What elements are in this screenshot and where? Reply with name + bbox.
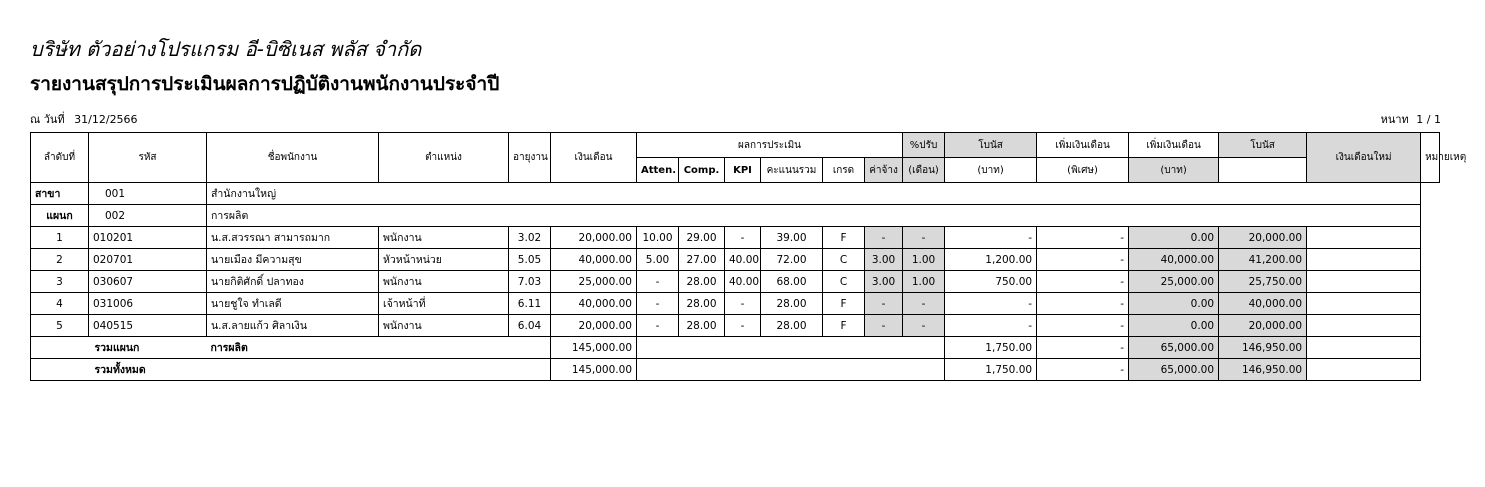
cell-salary: 25,000.00 <box>551 271 637 293</box>
col-name: ชื่อพนักงาน <box>207 133 379 183</box>
cell-bonus-baht: 0.00 <box>1129 293 1219 315</box>
cell-atten: - <box>637 271 679 293</box>
header-row-1 <box>31 133 1440 158</box>
cell-total: 72.00 <box>761 249 823 271</box>
grand-total-label: รวมทั้งหมด <box>89 359 551 381</box>
cell-tenure: 5.05 <box>509 249 551 271</box>
col-bonus-baht-sub: (บาท) <box>1129 158 1219 183</box>
cell-adjust-pct: 3.00 <box>865 271 903 293</box>
table-row <box>31 315 1440 337</box>
col-code: รหัส <box>89 133 207 183</box>
col-new-salary: เงินเดือนใหม่ <box>1307 133 1421 183</box>
cell-raise: 1,200.00 <box>945 249 1037 271</box>
col-bonus-months-sub: (เดือน) <box>903 158 945 183</box>
col-raise: เพิ่มเงินเดือน <box>1037 133 1129 158</box>
cell-seq: 2 <box>31 249 89 271</box>
cell-new-salary: 41,200.00 <box>1219 249 1307 271</box>
table-row <box>31 227 1440 249</box>
col-comp: Comp. <box>679 158 725 183</box>
cell-position: พนักงาน <box>379 271 509 293</box>
grand-total-special: - <box>1037 359 1129 381</box>
cell-seq: 1 <box>31 227 89 249</box>
table-row <box>31 271 1440 293</box>
cell-bonus-baht: 0.00 <box>1129 227 1219 249</box>
cell-bonus-months: - <box>903 293 945 315</box>
grand-total-remark <box>1307 359 1421 381</box>
col-seq: ลำดับที่ <box>31 133 89 183</box>
cell-adjust-pct: 3.00 <box>865 249 903 271</box>
branch-code: 001 <box>89 183 207 205</box>
cell-kpi: - <box>725 227 761 249</box>
cell-comp: 28.00 <box>679 315 725 337</box>
cell-salary: 40,000.00 <box>551 293 637 315</box>
dept-total-special: - <box>1037 337 1129 359</box>
col-special-raise-sub: (พิเศษ) <box>1037 158 1129 183</box>
cell-comp: 27.00 <box>679 249 725 271</box>
cell-special-raise: - <box>1037 315 1129 337</box>
cell-code: 040515 <box>89 315 207 337</box>
cell-remark <box>1307 293 1421 315</box>
cell-new-salary: 20,000.00 <box>1219 227 1307 249</box>
cell-grade: C <box>823 271 865 293</box>
cell-name: นายกิติศักดิ์ ปลาทอง <box>207 271 379 293</box>
cell-total: 28.00 <box>761 293 823 315</box>
cell-total: 28.00 <box>761 315 823 337</box>
cell-remark <box>1307 227 1421 249</box>
cell-remark <box>1307 315 1421 337</box>
col-remark: หมายเหตุ <box>1421 133 1440 183</box>
as-of-label: ณ วันที่ <box>30 113 65 126</box>
branch-name: สำนักงานใหญ่ <box>207 183 1421 205</box>
col-tenure: อายุงาน <box>509 133 551 183</box>
dept-total-remark <box>1307 337 1421 359</box>
col-adjust-pct-sub: ค่าจ้าง <box>865 158 903 183</box>
page-label: หนาท <box>1380 113 1409 126</box>
cell-new-salary: 25,750.00 <box>1219 271 1307 293</box>
cell-remark <box>1307 271 1421 293</box>
cell-atten: 5.00 <box>637 249 679 271</box>
cell-comp: 28.00 <box>679 293 725 315</box>
grand-total-bonus: 65,000.00 <box>1129 359 1219 381</box>
cell-raise: - <box>945 293 1037 315</box>
cell-bonus-months: 1.00 <box>903 271 945 293</box>
col-salary: เงินเดือน <box>551 133 637 183</box>
cell-code: 020701 <box>89 249 207 271</box>
cell-comp: 29.00 <box>679 227 725 249</box>
col-kpi: KPI <box>725 158 761 183</box>
company-name: บริษัท ตัวอย่างโปรแกรม อี-บิซิเนส พลัส จำกัด <box>30 37 422 61</box>
cell-adjust-pct: - <box>865 293 903 315</box>
col-bonus-baht: โบนัส <box>1219 133 1307 158</box>
grand-total-salary: 145,000.00 <box>551 359 637 381</box>
col-adjust-pct: %ปรับ <box>903 133 945 158</box>
cell-grade: F <box>823 315 865 337</box>
report-title: รายงานสรุปการประเมินผลการปฏิบัติงานพนักงานประจำปี <box>30 73 500 95</box>
cell-bonus-baht: 25,000.00 <box>1129 271 1219 293</box>
cell-seq: 4 <box>31 293 89 315</box>
cell-salary: 20,000.00 <box>551 315 637 337</box>
cell-raise: 750.00 <box>945 271 1037 293</box>
cell-seq: 5 <box>31 315 89 337</box>
cell-kpi: 40.00 <box>725 271 761 293</box>
cell-bonus-baht: 0.00 <box>1129 315 1219 337</box>
cell-adjust-pct: - <box>865 227 903 249</box>
page-value: 1 / 1 <box>1416 113 1441 126</box>
department-total-row <box>31 337 1440 359</box>
cell-special-raise: - <box>1037 227 1129 249</box>
cell-special-raise: - <box>1037 249 1129 271</box>
cell-atten: 10.00 <box>637 227 679 249</box>
cell-position: พนักงาน <box>379 315 509 337</box>
col-position: ตำแหน่ง <box>379 133 509 183</box>
branch-row <box>31 183 1440 205</box>
cell-remark <box>1307 249 1421 271</box>
cell-position: เจ้าหน้าที่ <box>379 293 509 315</box>
cell-bonus-months: 1.00 <box>903 249 945 271</box>
cell-grade: C <box>823 249 865 271</box>
dept-total-salary: 145,000.00 <box>551 337 637 359</box>
cell-comp: 28.00 <box>679 271 725 293</box>
table-row <box>31 249 1440 271</box>
cell-atten: - <box>637 315 679 337</box>
as-of-date <box>30 110 144 128</box>
cell-tenure: 7.03 <box>509 271 551 293</box>
col-bonus-months: โบนัส <box>945 133 1037 158</box>
cell-new-salary: 20,000.00 <box>1219 315 1307 337</box>
grand-total-row <box>31 359 1440 381</box>
cell-kpi: 40.00 <box>725 249 761 271</box>
branch-label: สาขา <box>31 183 89 205</box>
col-raise-sub: (บาท) <box>945 158 1037 183</box>
col-grade: เกรด <box>823 158 865 183</box>
cell-code: 031006 <box>89 293 207 315</box>
cell-raise: - <box>945 315 1037 337</box>
department-label: แผนก <box>31 205 89 227</box>
grand-total-eval-blank <box>637 359 945 381</box>
cell-tenure: 6.04 <box>509 315 551 337</box>
cell-grade: F <box>823 293 865 315</box>
cell-name: น.ส.ลายแก้ว ศิลาเงิน <box>207 315 379 337</box>
cell-code: 030607 <box>89 271 207 293</box>
dept-total-new-salary: 146,950.00 <box>1219 337 1307 359</box>
grand-total-raise: 1,750.00 <box>945 359 1037 381</box>
cell-name: น.ส.สวรรณา สามารถมาก <box>207 227 379 249</box>
department-row <box>31 205 1440 227</box>
col-special-raise: เพิ่มเงินเดือน <box>1129 133 1219 158</box>
cell-tenure: 3.02 <box>509 227 551 249</box>
cell-name: นายเมือง มีความสุข <box>207 249 379 271</box>
dept-total-raise: 1,750.00 <box>945 337 1037 359</box>
dept-total-eval-blank <box>637 337 945 359</box>
cell-bonus-baht: 40,000.00 <box>1129 249 1219 271</box>
cell-adjust-pct: - <box>865 315 903 337</box>
cell-total: 68.00 <box>761 271 823 293</box>
department-code: 002 <box>89 205 207 227</box>
dept-total-label: รวมแผนก <box>89 337 207 359</box>
cell-seq: 3 <box>31 271 89 293</box>
cell-kpi: - <box>725 293 761 315</box>
cell-bonus-months: - <box>903 315 945 337</box>
evaluation-report-table <box>30 132 1467 381</box>
department-name: การผลิต <box>207 205 1421 227</box>
cell-raise: - <box>945 227 1037 249</box>
as-of-value: 31/12/2566 <box>74 113 138 126</box>
cell-special-raise: - <box>1037 271 1129 293</box>
cell-kpi: - <box>725 315 761 337</box>
col-atten: Atten. <box>637 158 679 183</box>
cell-position: หัวหน้าหน่วย <box>379 249 509 271</box>
page-indicator <box>1377 110 1441 128</box>
dept-total-bonus: 65,000.00 <box>1129 337 1219 359</box>
cell-tenure: 6.11 <box>509 293 551 315</box>
cell-new-salary: 40,000.00 <box>1219 293 1307 315</box>
cell-salary: 20,000.00 <box>551 227 637 249</box>
cell-total: 39.00 <box>761 227 823 249</box>
col-evaluation-group: ผลการประเมิน <box>637 133 903 158</box>
cell-special-raise: - <box>1037 293 1129 315</box>
cell-salary: 40,000.00 <box>551 249 637 271</box>
cell-name: นายชูใจ ทำเลดี <box>207 293 379 315</box>
cell-bonus-months: - <box>903 227 945 249</box>
cell-grade: F <box>823 227 865 249</box>
grand-total-new-salary: 146,950.00 <box>1219 359 1307 381</box>
dept-total-name: การผลิต <box>207 337 551 359</box>
cell-position: พนักงาน <box>379 227 509 249</box>
cell-atten: - <box>637 293 679 315</box>
cell-code: 010201 <box>89 227 207 249</box>
col-total-score: คะแนนรวม <box>761 158 823 183</box>
table-row <box>31 293 1440 315</box>
